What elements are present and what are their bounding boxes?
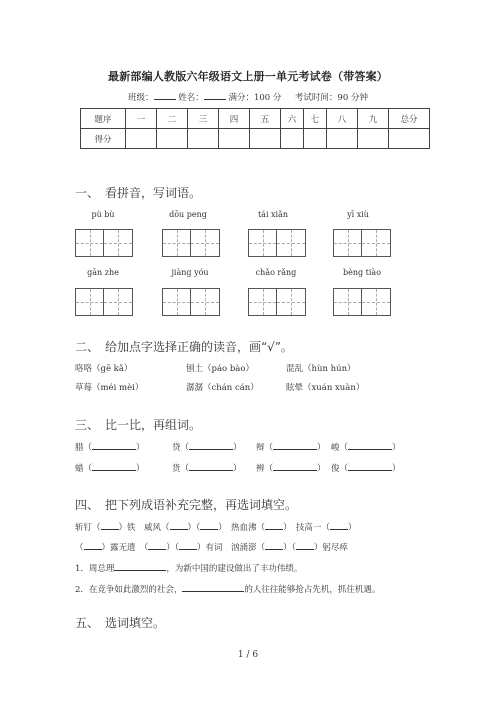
score-cell: 三 [188,109,219,129]
score-input-cell[interactable] [358,129,389,149]
reading-option[interactable]: 草莓（méi mèi） [75,383,144,393]
idiom-line: 斩钉（ ）铁 威风（ ）（ ） 热血沸（ ） 技高一（ ） [75,523,357,533]
writing-grid[interactable] [75,229,133,257]
score-cell: 七 [304,109,327,129]
pinyin-label: dōu peng [169,210,207,219]
exam-meta [0,90,496,103]
idiom-blank[interactable] [296,541,314,550]
section1-heading: 一、 看拼音，写词语。 [75,186,202,200]
reading-option[interactable]: 潺潺（chán cán） [186,383,259,393]
exam-time: 考试时间：90 分钟 [294,93,368,103]
score-cell: 二 [157,109,188,129]
answer-blank[interactable] [348,441,392,450]
section4-heading: 四、 把下列成语补充完整，再选词填空。 [75,498,298,512]
writing-grid[interactable] [248,229,306,257]
section3-heading: 三、 比一比，再组词。 [75,418,202,432]
writing-grid[interactable] [248,288,306,316]
answer-blank[interactable] [348,462,392,471]
full-score: 满分：100 分 [228,93,282,103]
score-cell: 题序 [81,109,126,129]
score-input-cell[interactable] [327,129,358,149]
score-input-cell[interactable] [389,129,430,149]
section5-heading: 五、 选词填空。 [75,616,166,630]
writing-grid[interactable] [333,229,391,257]
score-table-header-row [81,109,430,129]
fill-question-1: 1．周总理 ，为新中国的建设做出了丰功伟绩。 [75,564,303,574]
writing-grid[interactable] [333,288,391,316]
writing-grid[interactable] [162,288,220,316]
section2-heading: 二、 给加点字选择正确的读音，画“√”。 [75,340,293,354]
writing-grid[interactable] [162,229,220,257]
page-number: 1 / 6 [237,650,259,660]
fill-blank[interactable] [182,583,244,592]
compare-item: 蜡（ ） [75,464,145,474]
compare-item: 峻（ ） [331,443,401,453]
score-cell: 六 [281,109,304,129]
compare-item: 辩（ ） [256,443,326,453]
score-row-label: 得分 [81,129,126,149]
pinyin-label: tái xiǎn [257,210,289,219]
compare-item: 货（ ） [172,464,242,474]
score-table [80,108,430,149]
pinyin-label: bèng tiào [342,268,382,277]
name-blank[interactable] [204,90,226,100]
pinyin-label: yī xiù [347,210,369,219]
answer-blank[interactable] [92,441,136,450]
score-input-cell[interactable] [157,129,188,149]
score-input-cell[interactable] [126,129,157,149]
idiom-blank[interactable] [265,541,283,550]
compare-item: 贷（ ） [172,443,242,453]
fill-question-2: 2．在竞争如此激烈的社会， 的人往往能够抢占先机，抓住机遇。 [75,585,381,595]
score-input-cell[interactable] [188,129,219,149]
class-label: 班级： [128,93,154,103]
answer-blank[interactable] [92,462,136,471]
idiom-blank[interactable] [101,521,119,530]
class-blank[interactable] [154,90,176,100]
idiom-blank[interactable] [200,521,218,530]
idiom-blank[interactable] [84,541,102,550]
name-label: 姓名： [178,93,204,103]
idiom-line: （ ）露无遗 （ ）（ ）有词 汹涌澎（ ）（ ）躬尽瘁 [75,543,348,553]
score-input-cell[interactable] [304,129,327,149]
reading-option[interactable]: 咯咯（gē kǎ） [75,364,133,374]
idiom-blank[interactable] [330,521,348,530]
score-cell: 五 [250,109,281,129]
page-title: 最新部编人教版六年级语文上册一单元考试卷（带答案） [108,70,388,83]
score-input-cell[interactable] [219,129,250,149]
pinyin-label: pù bù [91,210,115,219]
score-input-cell[interactable] [281,129,304,149]
pinyin-label: gān zhe [87,268,119,277]
score-cell: 八 [327,109,358,129]
answer-blank[interactable] [273,441,317,450]
fill-blank[interactable] [114,562,166,571]
answer-blank[interactable] [189,462,233,471]
score-input-cell[interactable] [250,129,281,149]
idiom-blank[interactable] [265,521,283,530]
reading-option[interactable]: 刨土（páo bào） [186,364,254,374]
pinyin-label: chǎo rǎng [255,268,297,277]
reading-option[interactable]: 混乱（hùn hún） [286,364,356,374]
answer-blank[interactable] [189,441,233,450]
compare-item: 辨（ ） [256,464,326,474]
score-cell: 一 [126,109,157,129]
score-cell: 四 [219,109,250,129]
writing-grid[interactable] [75,288,133,316]
score-cell: 总分 [389,109,430,129]
reading-option[interactable]: 眩晕（xuán xuàn） [286,383,365,393]
idiom-blank[interactable] [170,521,188,530]
idiom-blank[interactable] [148,541,166,550]
compare-item: 俊（ ） [331,464,401,474]
compare-item: 腊（ ） [75,443,145,453]
score-cell: 九 [358,109,389,129]
pinyin-label: jiàng yóu [171,268,209,277]
idiom-blank[interactable] [179,541,197,550]
answer-blank[interactable] [273,462,317,471]
score-table-score-row [81,129,430,149]
